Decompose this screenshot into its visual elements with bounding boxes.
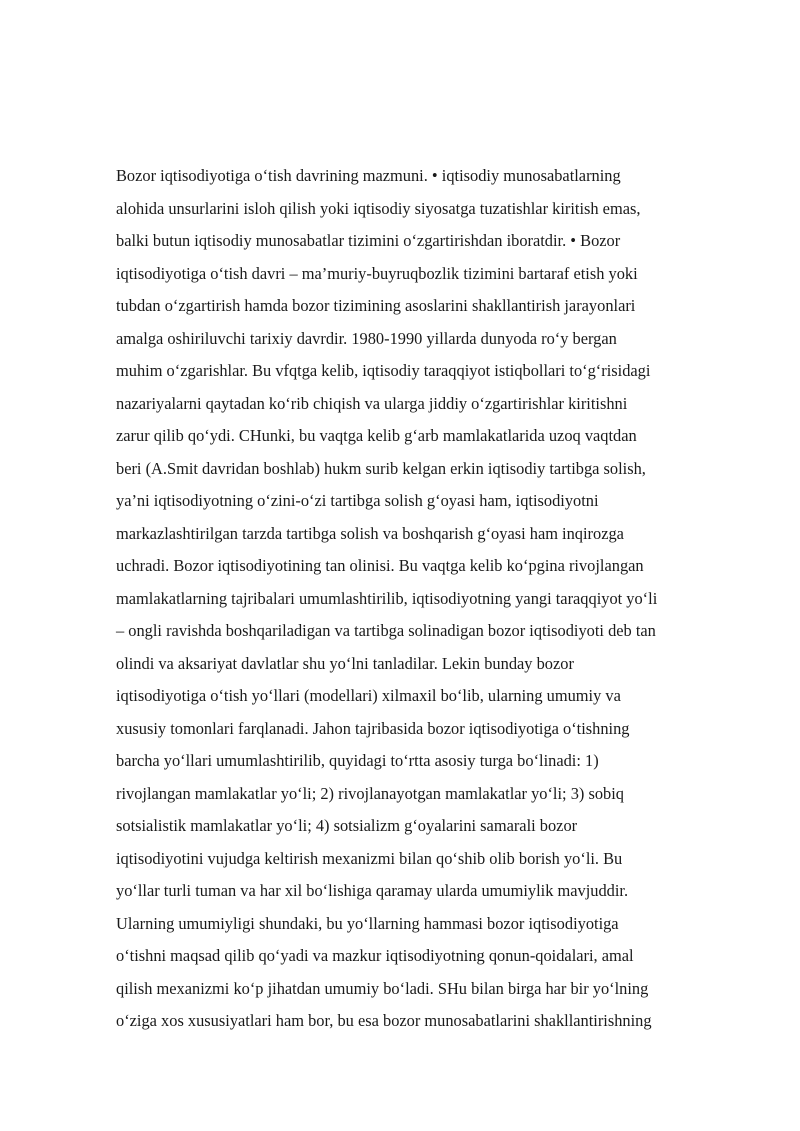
text-line: nazariyalarni qaytadan ko‘rib chiqish va ularga jiddiy o‘zgartirishlar kiritishni — [116, 393, 628, 413]
text-line: zarur qilib qo‘ydi. CHunki, bu vaqtga kelib g‘arb mamlakatlarida uzoq vaqtdan — [116, 426, 637, 445]
body-text — [116, 160, 746, 1038]
text-line: o‘ziga xos xususiyatlari ham bor, bu esa bozor munosabatlarini shakllantirishning — [116, 1011, 652, 1030]
text-line: beri (A.Smit davridan boshlab) hukm surib kelgan erkin iqtisodiy tartibga solish, — [116, 458, 646, 478]
text-line: qilish mexanizmi ko‘p jihatdan umumiy bo‘ladi. SHu bilan birga har bir yo‘lning — [116, 978, 649, 998]
text-line: tubdan o‘zgartirish hamda bozor tizimining asoslarini shakllantirish jarayonlari — [116, 296, 636, 315]
text-line: mamlakatlarning tajribalari umumlashtirilib, iqtisodiyotning yangi taraqqiyot yo‘li — [116, 588, 658, 608]
text-line: Bozor iqtisodiyotiga o‘tish davrining mazmuni. • iqtisodiy munosabatlarning — [116, 166, 621, 185]
text-line: sotsialistik mamlakatlar yo‘li; 4) sotsializm g‘oyalarini samarali bozor — [116, 816, 578, 835]
text-line: amalga oshiriluvchi tarixiy davrdir. 1980-1990 yillarda dunyoda ro‘y bergan — [116, 328, 617, 348]
text-line: rivojlangan mamlakatlar yo‘li; 2) rivojlanayotgan mamlakatlar yo‘li; 3) sobiq — [116, 783, 624, 803]
text-line: muhim o‘zgarishlar. Bu vfqtga kelib, iqtisodiy taraqqiyot istiqbollari to‘g‘risidagi — [116, 361, 651, 380]
text-line: iqtisodiyotini vujudga keltirish mexanizmi bilan qo‘shib olib borish yo‘li. Bu — [116, 848, 623, 868]
text-line: ya’ni iqtisodiyotning o‘zini-o‘zi tartibga solish g‘oyasi ham, iqtisodiyotni — [116, 491, 599, 510]
text-line: Ularning umumiyligi shundaki, bu yo‘llarning hammasi bozor iqtisodiyotiga — [116, 913, 619, 933]
text-line: olindi va aksariyat davlatlar shu yo‘lni tanladilar. Lekin bunday bozor — [116, 653, 574, 673]
text-line: iqtisodiyotiga o‘tish davri – ma’muriy-buyruqbozlik tizimini bartaraf etish yoki — [116, 263, 638, 283]
text-line: barcha yo‘llari umumlashtirilib, quyidagi to‘rtta asosiy turga bo‘linadi: 1) — [116, 751, 599, 770]
text-line: alohida unsurlarini isloh qilish yoki iqtisodiy siyosatga tuzatishlar kiritish emas, — [116, 198, 641, 218]
text-line: xususiy tomonlari farqlanadi. Jahon tajribasida bozor iqtisodiyotiga o‘tishning — [116, 718, 630, 738]
text-line: uchradi. Bozor iqtisodiyotining tan olinisi. Bu vaqtga kelib ko‘pgina rivojlangan — [116, 556, 644, 575]
text-line: yo‘llar turli tuman va har xil bo‘lishiga qaramay ularda umumiylik mavjuddir. — [116, 881, 629, 900]
text-line: markazlashtirilgan tarzda tartibga solish va boshqarish g‘oyasi ham inqirozga — [116, 523, 624, 543]
text-line: o‘tishni maqsad qilib qo‘yadi va mazkur iqtisodiyotning qonun-qoidalari, amal — [116, 946, 634, 965]
text-line: balki butun iqtisodiy munosabatlar tizimini o‘zgartirishdan iboratdir. • Bozor — [116, 231, 621, 250]
text-line: – ongli ravishda boshqariladigan va tartibga solinadigan bozor iqtisodiyoti deb tan — [116, 621, 656, 640]
text-line: iqtisodiyotiga o‘tish yo‘llari (modellari) xilmaxil bo‘lib, ularning umumiy va — [116, 686, 621, 705]
